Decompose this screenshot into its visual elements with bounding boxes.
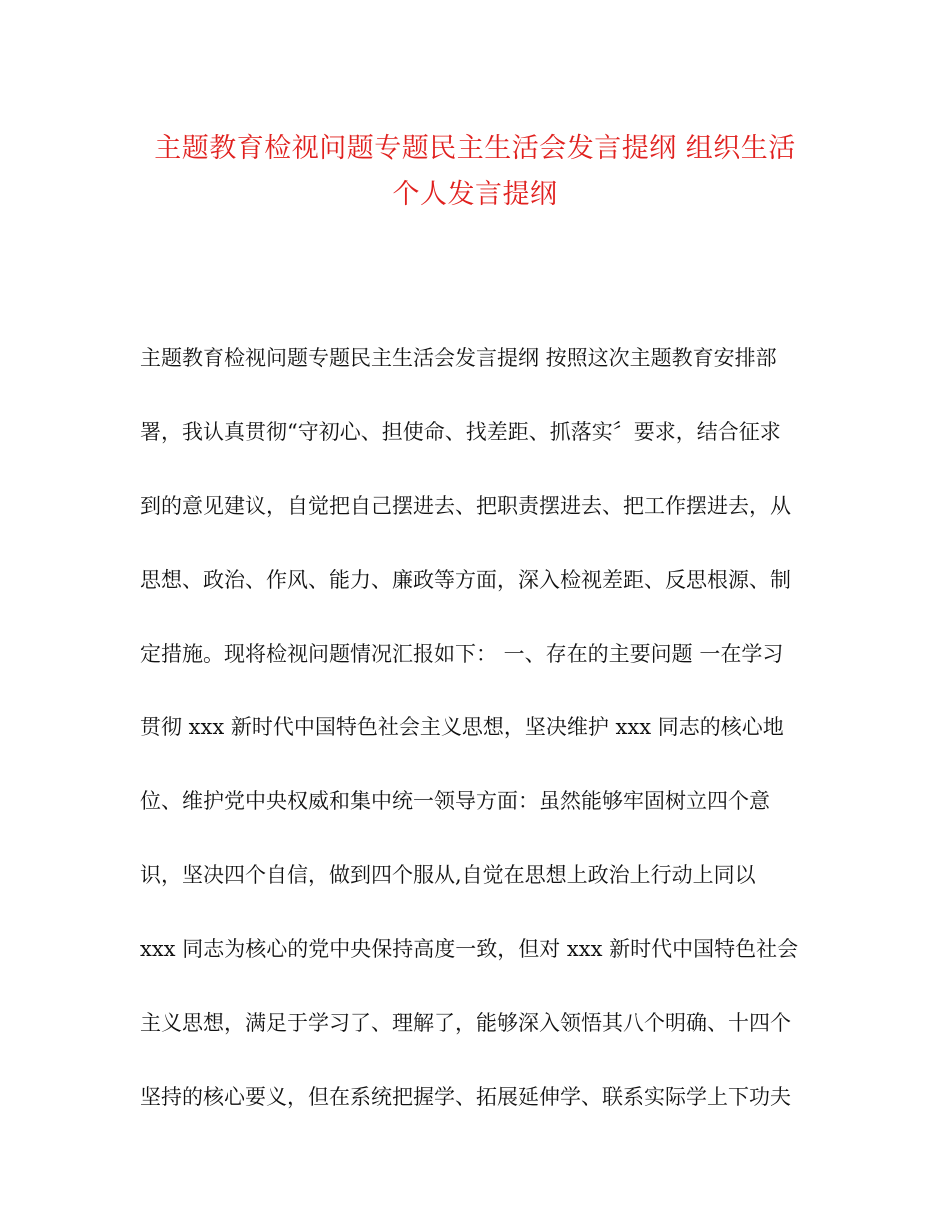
body-line: 坚持的核心要义，但在系统把握学、拓展延伸学、联系实际学上下功夫 [140, 1084, 791, 1109]
body-line: 定措施。现将检视问题情况汇报如下： 一、存在的主要问题 一在学习 [140, 641, 784, 666]
body-line: 主题教育检视问题专题民主生活会发言提纲 按照这次主题教育安排部 [140, 346, 777, 370]
body-line: 署，我认真贯彻“守初心、担使命、找差距、抓落实〞要求，结合征求 [140, 419, 781, 444]
document-title [100, 126, 850, 218]
title-line: 主题教育检视问题专题民主生活会发言提纲 组织生活 [154, 133, 796, 164]
body-line: 位、维护党中央权威和集中统一领导方面：虽然能够牢固树立四个意 [140, 789, 770, 814]
body-line: xxx 同志为核心的党中央保持高度一致，但对 xxx 新时代中国特色社会 [140, 937, 799, 962]
document-body [140, 338, 820, 1151]
body-line: 到的意见建议，自觉把自己摆进去、把职责摆进去、把工作摆进去，从 [140, 493, 791, 518]
title-line: 个人发言提纲 [392, 179, 558, 210]
body-line: 识，坚决四个自信，做到四个服从,自觉在思想上政治上行动上同以 [140, 863, 756, 888]
body-line: 贯彻 xxx 新时代中国特色社会主义思想，坚决维护 xxx 同志的核心地 [140, 715, 784, 740]
body-line: 主义思想，满足于学习了、理解了，能够深入领悟其八个明确、十四个 [140, 1011, 791, 1036]
body-line: 思想、政治、作风、能力、廉政等方面，深入检视差距、反思根源、制 [140, 567, 791, 592]
